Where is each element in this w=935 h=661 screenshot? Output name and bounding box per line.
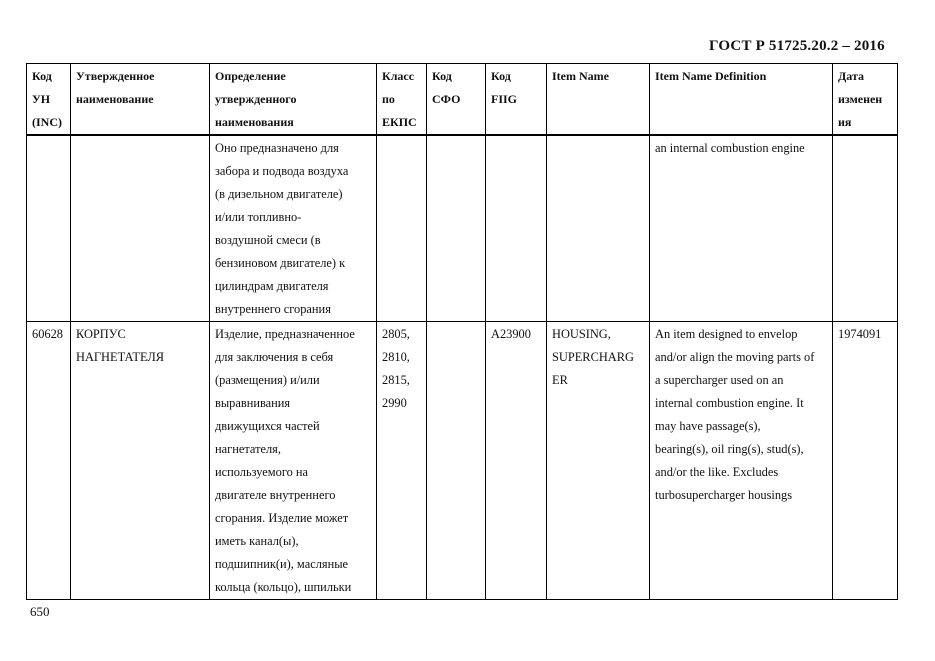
cell-fiig: A23900	[486, 322, 547, 600]
header-sfo: Код СФО	[427, 64, 486, 136]
header-fiig: Код FIIG	[486, 64, 547, 136]
cell-approved-name: КОРПУС НАГНЕТАТЕЛЯ	[71, 322, 210, 600]
page-number: 650	[30, 604, 50, 619]
header-item-name: Item Name	[547, 64, 650, 136]
cell-inc	[27, 135, 71, 322]
header-approved-name: Утвержденное наименование	[71, 64, 210, 136]
table-row	[27, 322, 898, 600]
cell-date	[833, 135, 898, 322]
cell-item-name: HOUSING, SUPERCHARG ER	[547, 322, 650, 600]
header-date-changed: Дата изменен ия	[833, 64, 898, 136]
cell-sfo	[427, 322, 486, 600]
catalog-table	[26, 63, 898, 600]
document-code: ГОСТ Р 51725.20.2 – 2016	[709, 38, 885, 54]
cell-class: 2805, 2810, 2815, 2990	[377, 322, 427, 600]
cell-class	[377, 135, 427, 322]
cell-inc: 60628	[27, 322, 71, 600]
cell-definition: Изделие, предназначенное для заключения в себя (размещения) и/или выравнивания движущихся частей нагнетателя, используемого на двигателе внутреннего сгорания. Изделие может иметь канал(ы), подшипник(и), масляные кольца (кольцо), шпильки	[210, 322, 377, 600]
cell-item-name	[547, 135, 650, 322]
cell-item-name-definition: an internal combustion engine	[650, 135, 833, 322]
cell-fiig	[486, 135, 547, 322]
cell-item-name-definition: An item designed to envelop and/or align the moving parts of a supercharger used on an internal combustion engine. It may have passage(s), bearing(s), oil ring(s), stud(s), and/or the like. Excludes turbosupercharger housings	[650, 322, 833, 600]
table-row	[27, 135, 898, 322]
cell-sfo	[427, 135, 486, 322]
cell-approved-name	[71, 135, 210, 322]
header-class: Класс по ЕКПС	[377, 64, 427, 136]
table-header-row	[27, 64, 898, 136]
cell-date: 1974091	[833, 322, 898, 600]
header-item-name-definition: Item Name Definition	[650, 64, 833, 136]
header-inc: Код УН (INC)	[27, 64, 71, 136]
cell-definition: Оно предназначено для забора и подвода воздуха (в дизельном двигателе) и/или топливно- воздушной смеси (в бензиновом двигателе) к цилиндрам двигателя внутреннего сгорания	[210, 135, 377, 322]
header-definition: Определение утвержденного наименования	[210, 64, 377, 136]
